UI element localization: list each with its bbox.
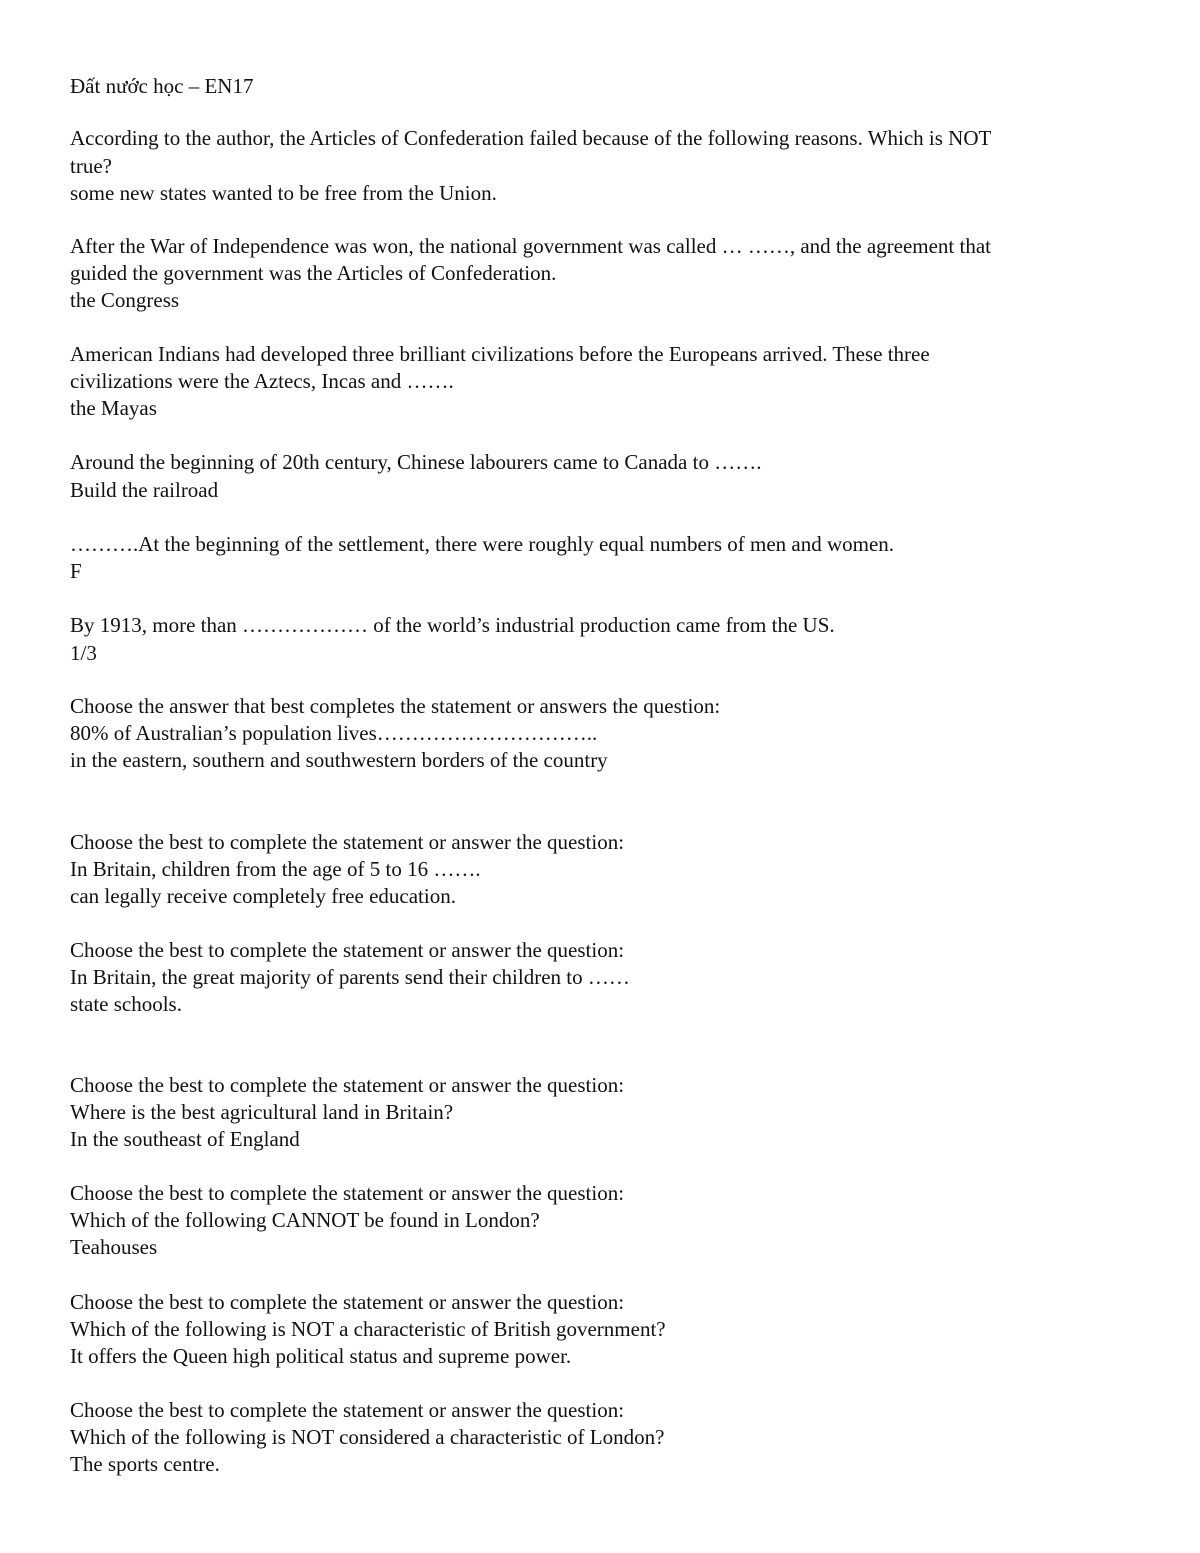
- answer-text: 1/3: [70, 641, 97, 665]
- answer-text: can legally receive completely free education.: [70, 884, 456, 908]
- question-text: Choose the best to complete the statement or answer the question:: [70, 1290, 625, 1314]
- question-text: Choose the answer that best completes the statement or answers the question:: [70, 694, 721, 718]
- answer-text: The sports centre.: [70, 1452, 220, 1476]
- question-text: After the War of Independence was won, the national government was called … ……, and the agreement that: [70, 234, 992, 258]
- question-text: In Britain, the great majority of parents send their children to ……: [70, 965, 630, 989]
- answer-text: F: [70, 559, 82, 583]
- question-text: Choose the best to complete the statement or answer the question:: [70, 830, 625, 854]
- question-text: Where is the best agricultural land in Britain?: [70, 1100, 454, 1124]
- answer-text: in the eastern, southern and southwestern borders of the country: [70, 748, 608, 772]
- question-text: Choose the best to complete the statement or answer the question:: [70, 1073, 625, 1097]
- question-text: Which of the following CANNOT be found in London?: [70, 1208, 540, 1232]
- question-text: According to the author, the Articles of Confederation failed because of the following reasons. Which is NOT: [70, 126, 992, 150]
- question-text: By 1913, more than ……………… of the world’s industrial production came from the US.: [70, 613, 835, 637]
- answer-text: some new states wanted to be free from the Union.: [70, 181, 497, 205]
- answer-text: state schools.: [70, 992, 182, 1016]
- question-text: Which of the following is NOT considered a characteristic of London?: [70, 1425, 665, 1449]
- answer-text: In the southeast of England: [70, 1127, 300, 1151]
- question-text: guided the government was the Articles of Confederation.: [70, 261, 557, 285]
- question-text: ……….At the beginning of the settlement, there were roughly equal numbers of men and women.: [70, 532, 895, 556]
- question-text: Choose the best to complete the statement or answer the question:: [70, 1181, 625, 1205]
- question-text: 80% of Australian’s population lives…………………………..: [70, 721, 598, 745]
- answer-text: Teahouses: [70, 1235, 158, 1259]
- question-text: In Britain, children from the age of 5 to 16 …….: [70, 857, 481, 881]
- question-text: American Indians had developed three brilliant civilizations before the Europeans arrived. These three: [70, 342, 930, 366]
- answer-text: It offers the Queen high political status and supreme power.: [70, 1344, 572, 1368]
- question-text: Around the beginning of 20th century, Chinese labourers came to Canada to …….: [70, 450, 762, 474]
- question-text: Which of the following is NOT a characteristic of British government?: [70, 1317, 666, 1341]
- answer-text: the Congress: [70, 288, 180, 312]
- answer-text: the Mayas: [70, 396, 157, 420]
- question-text: Choose the best to complete the statement or answer the question:: [70, 938, 625, 962]
- document-title: Đất nước học – EN17: [70, 74, 254, 98]
- question-text: true?: [70, 154, 112, 178]
- question-text: civilizations were the Aztecs, Incas and …….: [70, 369, 454, 393]
- question-text: Choose the best to complete the statement or answer the question:: [70, 1398, 625, 1422]
- answer-text: Build the railroad: [70, 478, 219, 502]
